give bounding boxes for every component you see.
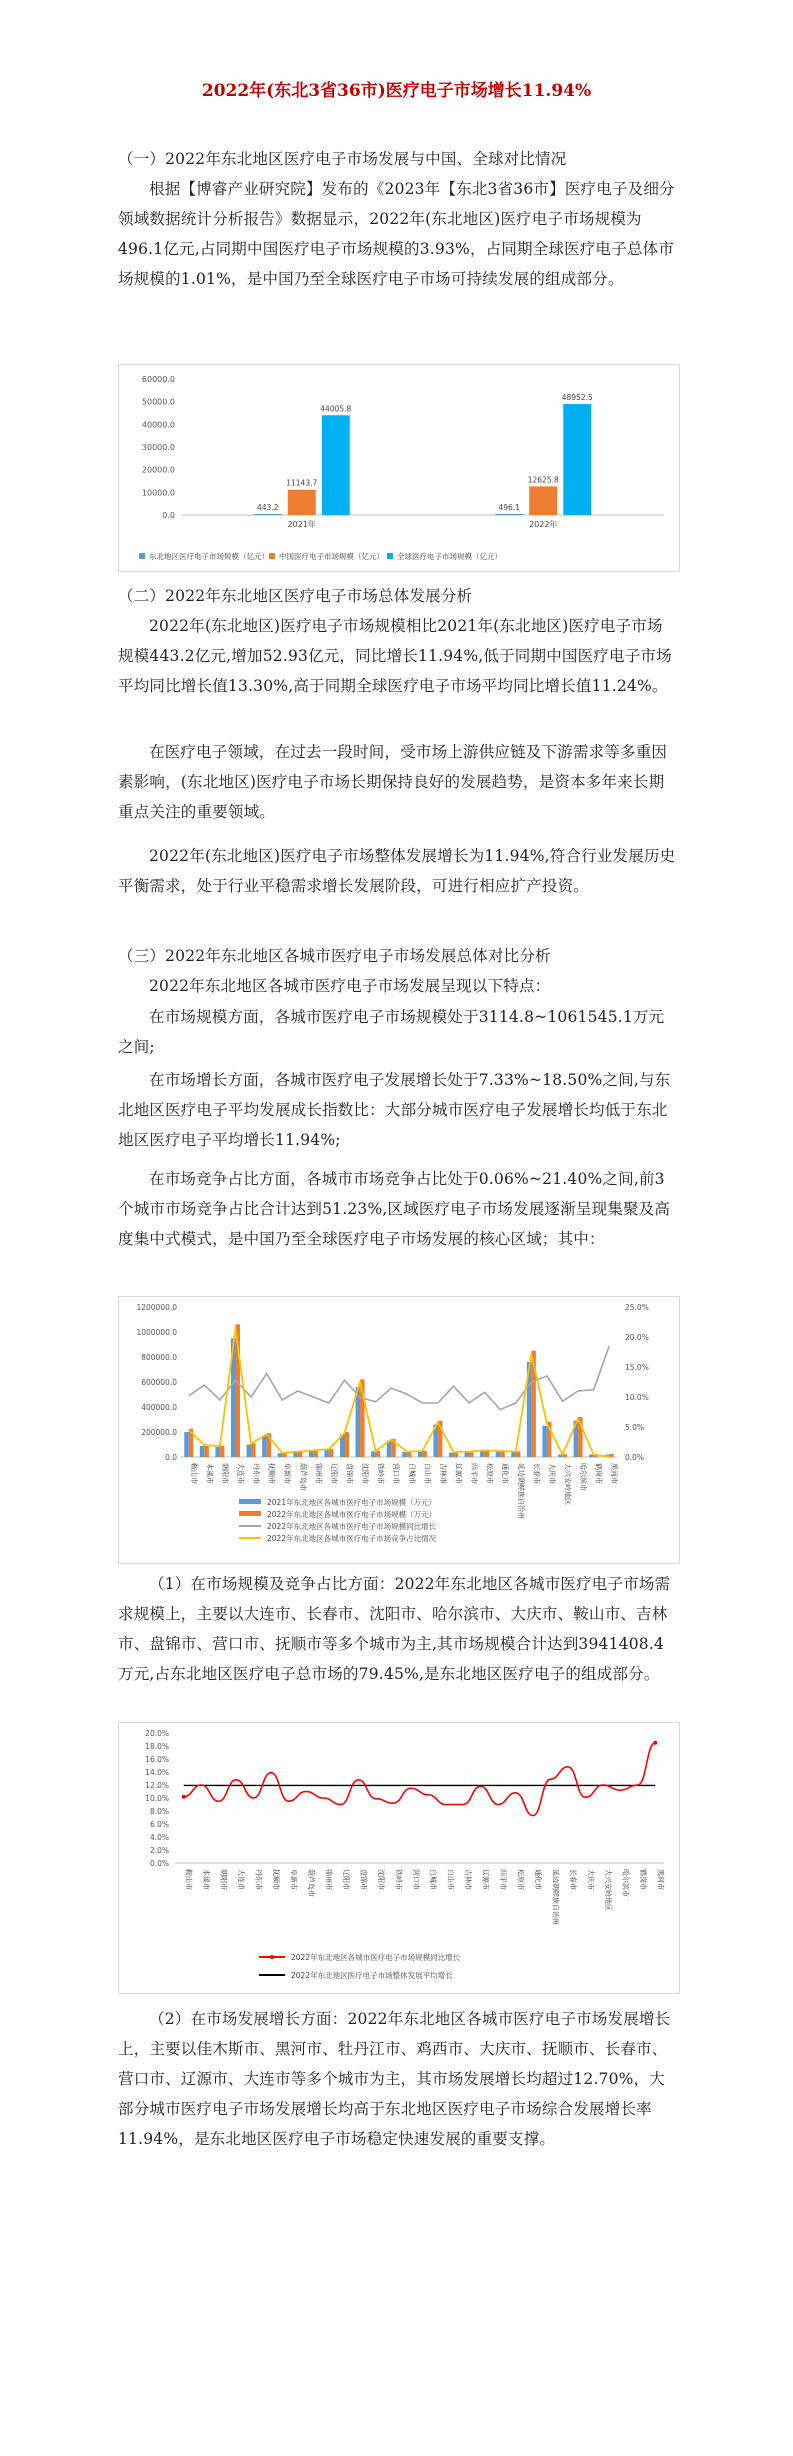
data-label: 12625.8	[527, 475, 559, 485]
x-tick-label: 辽源市	[481, 1869, 490, 1890]
x-tick-label: 吉林市	[438, 1463, 447, 1484]
x-tick-label: 大庆市	[547, 1463, 556, 1484]
y-tick-label: 4.0%	[149, 1833, 169, 1842]
legend-marker	[270, 1955, 274, 1959]
bar	[345, 1432, 350, 1457]
bar	[204, 1445, 209, 1458]
y-right-tick-label: 15.0%	[625, 1363, 649, 1372]
x-tick-label: 吉林市	[464, 1869, 473, 1890]
chart-city-scale	[118, 1296, 680, 1564]
x-tick-label: 松原市	[516, 1869, 525, 1890]
paragraph-9: （1）在市场规模及竞争占比方面：2022年东北地区各城市医疗电子市场需求规模上，主要以大连市、长春市、沈阳市、哈尔滨市、大庆市、鞍山市、吉林市、盘锦市、营口市、抚顺市等多个城市为主,其市场规模合计达到3941408.4万元,占东北地区医疗电子总市场的79.45%,是东北地区医疗电子的组成部分。	[118, 1575, 671, 1683]
x-tick-label: 丹东市	[252, 1463, 261, 1484]
legend-label: 2022年东北地区各城市医疗电子市场规模（万元）	[267, 1510, 437, 1519]
paragraph-5: 2022年东北地区各城市医疗电子市场发展呈现以下特点：	[149, 977, 551, 995]
paragraph-3: 在医疗电子领域，在过去一段时间，受市场上游供应链及下游需求等多重因素影响，(东北地区)医疗电子市场长期保持良好的发展趋势，是资本多年来长期重点关注的重要领域。	[118, 743, 668, 821]
bar	[220, 1446, 225, 1457]
x-tick-label: 朝阳市	[219, 1869, 228, 1890]
bar	[254, 514, 282, 515]
legend-swatch	[239, 1499, 261, 1504]
x-tick-label: 鹤岗市	[638, 1869, 647, 1890]
y-left-tick-label: 0.0	[165, 1453, 177, 1462]
x-tick-label: 鞍山市	[189, 1463, 198, 1484]
bar	[322, 415, 350, 515]
point	[653, 1741, 657, 1745]
x-tick-label: 丹东市	[254, 1869, 263, 1890]
y-right-tick-label: 5.0%	[625, 1423, 645, 1432]
x-tick-label: 沈阳市	[376, 1869, 385, 1890]
legend-swatch	[139, 553, 145, 559]
x-tick-label: 鞍山市	[184, 1869, 193, 1890]
y-tick-label: 40000.0	[141, 420, 175, 430]
x-tick-label: 盘锦市	[345, 1463, 354, 1484]
chart-1-svg	[119, 365, 679, 571]
bar	[465, 1452, 470, 1457]
bar	[278, 1453, 283, 1457]
section-heading-3: （三）2022年东北地区各城市医疗电子市场发展总体对比分析	[118, 947, 551, 965]
x-tick-label: 长春市	[532, 1463, 541, 1484]
legend-swatch	[387, 553, 393, 559]
x-tick-label: 四平市	[499, 1869, 508, 1890]
y-tick-label: 20.0%	[145, 1729, 169, 1738]
legend-label: 2021年东北地区各城市医疗电子市场规模（万元）	[267, 1498, 437, 1507]
x-tick-label: 抚顺市	[267, 1463, 276, 1484]
x-tick-label: 铁岭市	[376, 1463, 385, 1484]
x-tick-label: 阜新市	[289, 1869, 298, 1890]
legend-label: 2022年东北地区医疗电子市场整体发展平均增长	[291, 1971, 453, 1980]
x-tick-label: 朝阳市	[220, 1463, 229, 1484]
y-tick-label: 10000.0	[141, 488, 175, 498]
bar	[376, 1451, 381, 1457]
bar	[262, 1436, 267, 1457]
paragraph-4: 2022年(东北地区)医疗电子市场整体发展增长为11.94%,符合行业发展历史平衡需求，处于行业平稳需求增长发展阶段，可进行相应扩产投资。	[118, 847, 676, 895]
series-line-growth	[184, 1743, 656, 1816]
bar	[542, 1426, 547, 1457]
bar	[422, 1451, 427, 1457]
x-tick-label: 黑河市	[610, 1463, 619, 1484]
y-left-tick-label: 1000000.0	[136, 1328, 177, 1337]
bar	[288, 490, 316, 515]
data-label: 11143.7	[286, 478, 318, 488]
x-tick-label: 长春市	[568, 1869, 577, 1890]
y-left-tick-label: 400000.0	[141, 1403, 177, 1412]
paragraph-1: 根据【博睿产业研究院】发布的《2023年【东北3省36市】医疗电子及细分领域数据统计分析报告》数据显示，2022年(东北地区)医疗电子市场规模为496.1亿元,占同期中国医疗电子市场规模的3.93%，占同期全球医疗电子总体市场规模的1.01%，是中国乃至全球医疗电子市场可持续发展的组成部分。	[118, 180, 675, 288]
x-tick-label: 白山市	[423, 1463, 432, 1484]
bar	[371, 1451, 376, 1457]
paragraph-6: 在市场规模方面，各城市医疗电子市场规模处于3114.8~1061545.1万元之间;	[118, 1008, 665, 1056]
paragraph-7: 在市场增长方面，各城市医疗电子发展增长处于7.33%~18.50%之间,与东北地区医疗电子平均发展成长指数比：大部分城市医疗电子发展增长均低于东北地区医疗电子平均增长11.94%;	[118, 1071, 671, 1149]
x-tick-label: 黑河市	[656, 1869, 665, 1890]
y-tick-label: 0.0%	[149, 1859, 169, 1868]
y-left-tick-label: 600000.0	[141, 1378, 177, 1387]
legend-label: 2022年东北地区各城市医疗电子市场竞争占比情况	[267, 1534, 437, 1543]
legend-swatch	[269, 553, 275, 559]
legend-label: 东北地区医疗电子市场规模（亿元）	[149, 552, 269, 561]
bar	[449, 1453, 454, 1457]
x-tick-label: 锦州市	[314, 1463, 323, 1484]
x-tick-label: 盘锦市	[359, 1869, 368, 1890]
y-tick-label: 30000.0	[141, 443, 175, 452]
x-tick-label: 本溪市	[202, 1869, 211, 1890]
x-tick-label: 通化市	[534, 1869, 543, 1890]
x-tick-label: 2022年	[529, 520, 558, 529]
paragraph-2: 2022年(东北地区)医疗电子市场规模相比2021年(东北地区)医疗电子市场规模443.2亿元,增加52.93亿元，同比增长11.94%,低于同期中国医疗电子市场平均同比增长值13.30%,高于同期全球医疗电子市场平均同比增长值11.24%。	[118, 617, 672, 695]
section-heading-2: （二）2022年东北地区医疗电子市场总体发展分析	[118, 587, 473, 605]
x-tick-label: 白山市	[446, 1869, 455, 1890]
bar	[215, 1447, 220, 1457]
y-left-tick-label: 200000.0	[141, 1428, 177, 1437]
x-tick-label: 营口市	[392, 1463, 401, 1484]
x-tick-label: 哈尔滨市	[621, 1869, 630, 1897]
y-tick-label: 2.0%	[149, 1846, 169, 1855]
x-tick-label: 抚顺市	[272, 1869, 281, 1890]
paragraph-8: 在市场竞争占比方面，各城市市场竞争占比处于0.06%~21.40%之间,前3个城市市场竞争占比合计达到51.23%,区域医疗电子市场发展逐渐呈现集聚及高度集中式模式，是中国乃至全球医疗电子市场发展的核心区域；其中：	[118, 1170, 671, 1248]
series-line	[189, 1346, 609, 1410]
x-tick-label: 阜新市	[283, 1463, 292, 1484]
data-label: 496.1	[498, 502, 520, 512]
y-tick-label: 12.0%	[145, 1781, 169, 1790]
bar	[480, 1451, 485, 1457]
page-title: 2022年(东北3省36市)医疗电子市场增长11.94%	[201, 81, 592, 101]
y-tick-label: 50000.0	[141, 397, 175, 407]
data-label: 48952.5	[561, 393, 593, 403]
y-right-tick-label: 0.0%	[625, 1453, 645, 1462]
y-left-tick-label: 800000.0	[141, 1353, 177, 1362]
x-tick-label: 大兴安岭地区	[603, 1869, 612, 1911]
y-right-tick-label: 20.0%	[625, 1333, 649, 1342]
x-tick-label: 铁岭市	[394, 1869, 403, 1890]
x-tick-label: 松原市	[485, 1463, 494, 1484]
y-tick-label: 14.0%	[145, 1768, 169, 1777]
x-tick-label: 沈阳市	[361, 1463, 370, 1484]
x-tick-label: 白城市	[429, 1869, 438, 1890]
y-tick-label: 0.0	[162, 511, 175, 520]
y-left-tick-label: 1200000.0	[136, 1303, 177, 1312]
section-heading-1: （一）2022年东北地区医疗电子市场发展与中国、全球对比情况	[118, 150, 567, 168]
data-label: 443.2	[257, 502, 279, 512]
x-tick-label: 葫芦岛市	[306, 1869, 315, 1897]
bar	[324, 1450, 329, 1458]
x-tick-label: 葫芦岛市	[298, 1463, 307, 1491]
y-tick-label: 10.0%	[145, 1794, 169, 1803]
x-tick-label: 延边朝鲜族自治州	[551, 1869, 560, 1925]
x-tick-label: 大庆市	[586, 1869, 595, 1890]
x-tick-label: 本溪市	[205, 1463, 214, 1484]
bar	[529, 486, 557, 515]
y-right-tick-label: 25.0%	[625, 1303, 649, 1312]
bar	[511, 1452, 516, 1457]
x-tick-label: 辽阳市	[341, 1869, 350, 1890]
bar	[609, 1454, 614, 1457]
legend-label: 2022年东北地区各城市医疗电子市场规模同比增长	[291, 1953, 461, 1962]
y-tick-label: 20000.0	[141, 465, 175, 475]
y-tick-label: 18.0%	[145, 1742, 169, 1751]
y-tick-label: 16.0%	[145, 1755, 169, 1764]
x-tick-label: 锦州市	[324, 1869, 333, 1890]
chart-market-comparison	[118, 364, 680, 572]
chart-2-svg	[119, 1297, 679, 1563]
bar	[251, 1443, 256, 1457]
bar	[247, 1445, 252, 1458]
legend-label: 全球医疗电子市场规模（亿元）	[397, 552, 502, 561]
x-tick-label: 鹤岗市	[594, 1463, 603, 1484]
y-tick-label: 60000.0	[141, 375, 175, 384]
bar	[329, 1449, 334, 1457]
chart-3-svg	[119, 1723, 679, 1993]
x-tick-label: 2021年	[287, 520, 316, 529]
legend-label: 2022年东北地区各城市医疗电子市场规模同比增长	[267, 1522, 437, 1531]
legend-swatch	[239, 1511, 261, 1516]
bar	[496, 1451, 501, 1457]
paragraph-10: （2）在市场发展增长方面：2022年东北地区各城市医疗电子市场发展增长上，主要以佳木斯市、黑河市、牡丹江市、鸡西市、大庆市、抚顺市、长春市、营口市、辽源市、大连市等多个城市为主，其市场发展增长均超过12.70%，大部分城市医疗电子市场发展增长均高于东北地区医疗电子市场综合发展增长率11.94%，是东北地区医疗电子市场稳定快速发展的重要支撑。	[118, 2010, 671, 2148]
x-tick-label: 白城市	[407, 1463, 416, 1484]
x-tick-label: 辽源市	[454, 1463, 463, 1484]
x-tick-label: 四平市	[470, 1463, 479, 1484]
point	[182, 1795, 186, 1799]
x-tick-label: 辽阳市	[329, 1463, 338, 1484]
y-right-tick-label: 10.0%	[625, 1393, 649, 1402]
bar	[184, 1432, 189, 1457]
x-tick-label: 大连市	[236, 1463, 245, 1484]
bar	[495, 514, 523, 515]
x-tick-label: 通化市	[501, 1463, 510, 1484]
bar	[402, 1452, 407, 1457]
bar	[200, 1446, 205, 1457]
bar	[418, 1451, 423, 1457]
y-tick-label: 6.0%	[149, 1820, 169, 1829]
bar	[563, 404, 591, 515]
legend-label: 中国医疗电子市场规模（亿元）	[279, 552, 384, 561]
data-label: 44005.8	[320, 404, 352, 414]
x-tick-label: 大兴安岭地区	[563, 1463, 572, 1505]
chart-city-growth	[118, 1722, 680, 1994]
x-tick-label: 延边朝鲜族自治州	[516, 1463, 525, 1519]
x-tick-label: 大连市	[237, 1869, 246, 1890]
x-tick-label: 营口市	[411, 1869, 420, 1890]
bar	[309, 1451, 314, 1457]
x-tick-label: 哈尔滨市	[579, 1463, 588, 1491]
y-tick-label: 8.0%	[149, 1807, 169, 1816]
